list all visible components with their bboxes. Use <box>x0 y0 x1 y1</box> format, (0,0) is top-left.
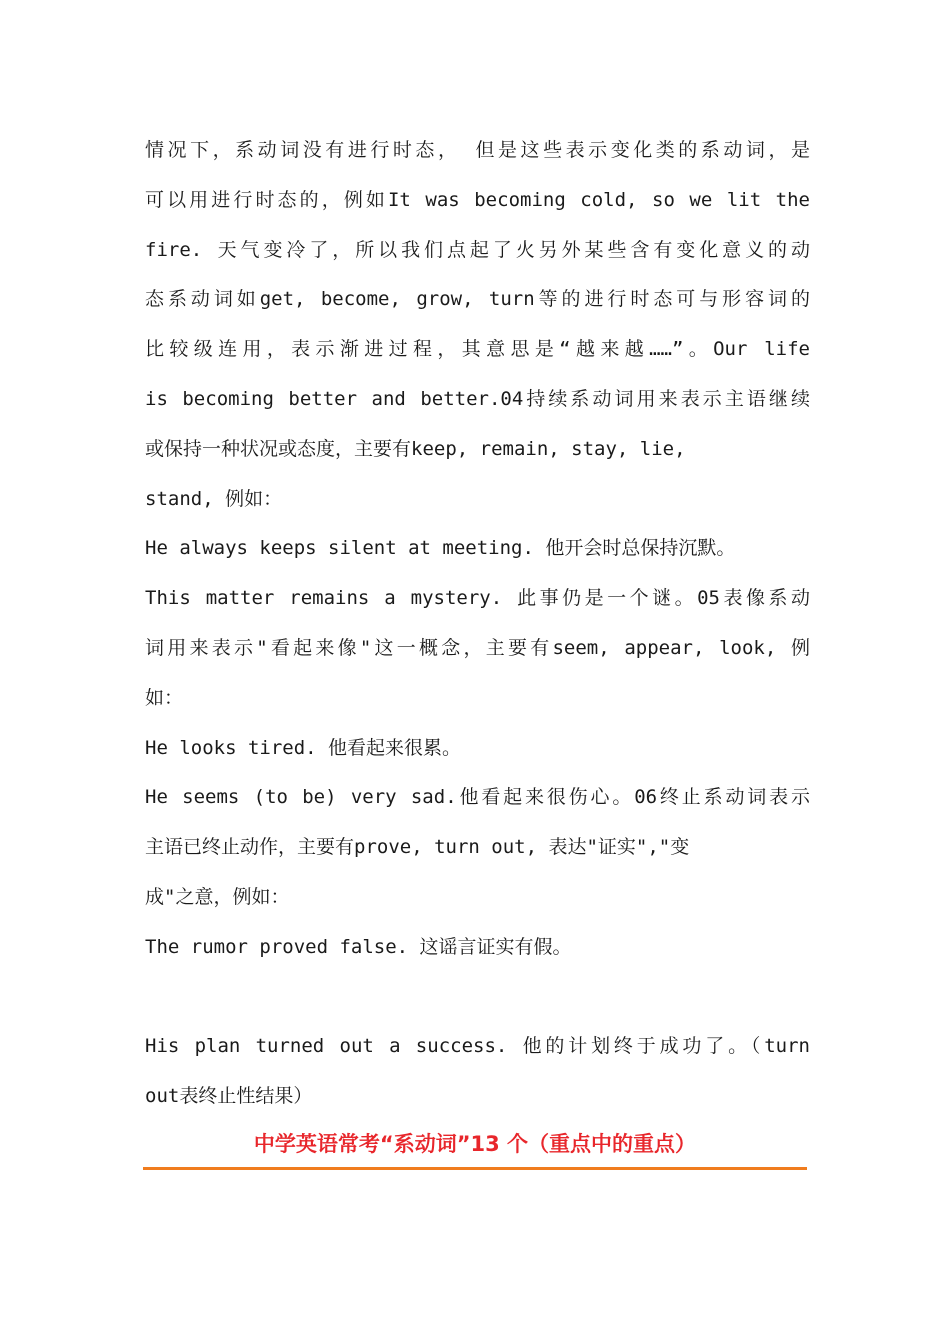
blank-line <box>145 973 810 1023</box>
text-line: 情况下，系动词没有进行时态， 但是这些表示变化类的系动词，是 <box>145 139 810 161</box>
text-line: is becoming better and better.04持续系动词用来表示主语继续 <box>145 387 810 410</box>
text-line: stand, 例如： <box>145 487 283 510</box>
text-line: He looks tired. 他看起来很累。 <box>145 736 462 759</box>
body-text <box>145 126 810 1122</box>
text-line: 主语已终止动作，主要有prove, turn out, 表达"证实","变 <box>145 836 690 859</box>
text-line: He always keeps silent at meeting. 他开会时总保持沉默。 <box>145 537 736 560</box>
text-line: 词用来表示"看起来像"这一概念，主要有seem, appear, look, 例 <box>145 636 810 659</box>
heading-underline <box>143 1167 807 1170</box>
text-line: out表终止性结果） <box>145 1085 313 1108</box>
text-line: 态系动词如get, become, grow, turn等的进行时态可与形容词的 <box>145 288 810 311</box>
text-line: 比较级连用，表示渐进过程，其意思是“越来越……”。Our life <box>145 338 810 361</box>
text-line: The rumor proved false. 这谣言证实有假。 <box>145 935 572 958</box>
text-line: fire. 天气变冷了，所以我们点起了火另外某些含有变化意义的动 <box>145 238 810 261</box>
text-line: 或保持一种状况或态度，主要有keep, remain, stay, lie, <box>145 437 686 460</box>
text-line: 如： <box>145 686 184 709</box>
text-line: His plan turned out a success. 他的计划终于成功了。（turn <box>145 1035 810 1058</box>
text-line: He seems (to be) very sad.他看起来很伤心。06终止系动词表示 <box>145 786 810 809</box>
text-line: 成"之意，例如： <box>145 885 290 908</box>
section-heading: 中学英语常考“系动词”13 个（重点中的重点） <box>253 1132 697 1156</box>
text-line: This matter remains a mystery. 此事仍是一个谜。05表像系动 <box>145 587 810 610</box>
text-line: 可以用进行时态的，例如It was becoming cold, so we lit the <box>145 188 810 211</box>
